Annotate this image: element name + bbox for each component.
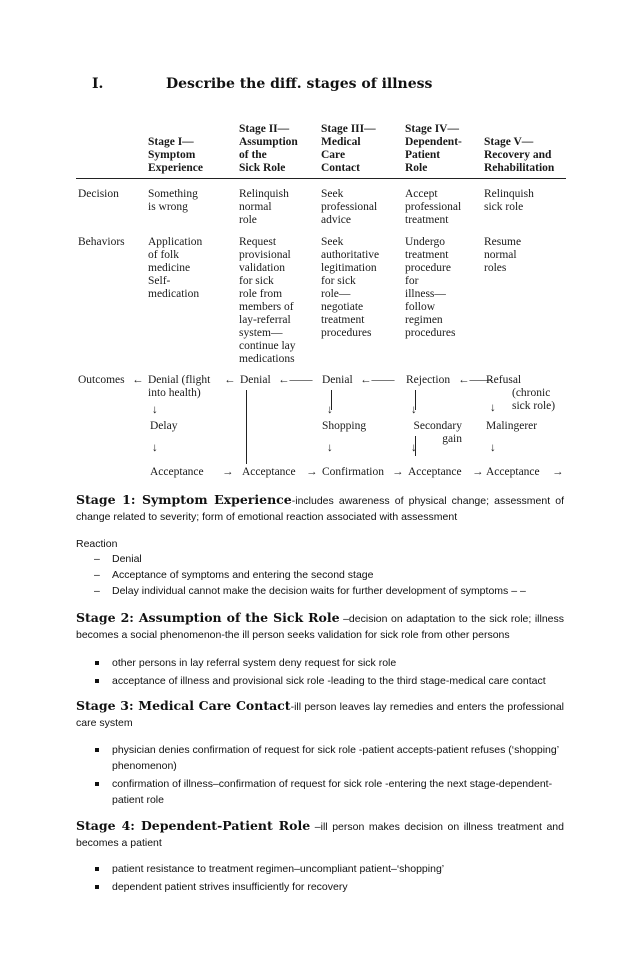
list-item: other persons in lay referral system deny request for sick role bbox=[76, 655, 564, 671]
list-item: physician denies confirmation of request for sick role -patient accepts-patient refuses (‘shopping’ phenomenon) bbox=[76, 742, 564, 774]
decision-stage-5: Relinquish sick role bbox=[484, 188, 534, 213]
refusal-note: (chronic sick role) bbox=[512, 387, 556, 412]
outcome-stage-5: Refusal bbox=[486, 374, 522, 386]
down-arrow-icon: ↓ bbox=[490, 442, 496, 454]
column-header-stage-4: Stage IV— Dependent- Patient Role bbox=[405, 123, 462, 174]
long-arrow-left-icon: ←—— bbox=[458, 374, 493, 386]
header-rule bbox=[76, 178, 566, 179]
behaviors-stage-1: Application of folk medicine Self- medication bbox=[148, 236, 203, 300]
stage-1-text: -includes awareness of physical change; assessment of change related to severity; form of emotional reaction associated with assessment bbox=[76, 495, 564, 523]
section-title: Describe the diff. stages of illness bbox=[166, 76, 433, 92]
behaviors-stage-4: Undergo treatment procedure for illness— follow regimen procedures bbox=[405, 236, 456, 339]
arrow-right-icon: → bbox=[472, 466, 484, 478]
down-arrow-icon: ↓ bbox=[411, 404, 417, 416]
row-label-outcomes: Outcomes bbox=[78, 374, 125, 386]
list-item: dependent patient strives insufficiently for recovery bbox=[76, 879, 564, 895]
down-arrow-icon: ↓ bbox=[152, 442, 158, 454]
arrow-left-icon: ← bbox=[224, 374, 236, 386]
stage-3-list bbox=[76, 742, 564, 808]
stage-2-paragraph bbox=[76, 610, 564, 643]
outcome-stage-1: Denial (flight into health) bbox=[148, 374, 211, 399]
column-header-stage-2: Stage II— Assumption of the Sick Role bbox=[239, 123, 298, 174]
down-arrow-icon: ↓ bbox=[411, 442, 417, 454]
down-arrow-icon: ↓ bbox=[490, 402, 496, 414]
decision-stage-1: Something is wrong bbox=[148, 188, 198, 213]
stage-1-list bbox=[76, 551, 564, 599]
stage-3-text: -ill person leaves lay remedies and enters the professional care system bbox=[76, 701, 564, 729]
outcome-stage-4: Rejection bbox=[406, 374, 451, 386]
column-header-stage-1: Stage I— Symptom Experience bbox=[148, 136, 203, 174]
stage-2-text: –decision on adaptation to the sick role; illness becomes a social phenomenon-the ill person seeks validation for sick role from other persons bbox=[76, 613, 565, 641]
list-item: – Denial bbox=[76, 551, 564, 567]
stage-1-title: Stage 1: Symptom Experience bbox=[76, 492, 292, 507]
stage-4-text: –ill person makes decision on illness treatment and becomes a patient bbox=[76, 821, 564, 849]
decision-stage-2: Relinquish normal role bbox=[239, 188, 289, 226]
secondary-outcome-gain: Secondary gain bbox=[413, 420, 462, 445]
stage-4-list bbox=[76, 861, 564, 895]
stage-4-paragraph bbox=[76, 818, 564, 851]
stage-2-list bbox=[76, 655, 564, 689]
long-arrow-left-icon: ←—— bbox=[360, 374, 395, 386]
secondary-outcome-malingerer: Malingerer bbox=[486, 420, 538, 432]
stage-3-paragraph bbox=[76, 698, 564, 731]
secondary-outcome-delay: Delay bbox=[150, 420, 178, 432]
arrow-right-icon: → bbox=[392, 466, 404, 478]
column-header-stage-3: Stage III— Medical Care Contact bbox=[321, 123, 376, 174]
decision-stage-4: Accept professional treatment bbox=[405, 188, 462, 226]
stage-1-paragraph bbox=[76, 492, 564, 525]
secondary-outcome-shopping: Shopping bbox=[322, 420, 367, 432]
acceptance-stage-3: Confirmation bbox=[322, 466, 384, 478]
column-header-stage-5: Stage V— Recovery and Rehabilitation bbox=[484, 136, 555, 174]
behaviors-stage-5: Resume normal roles bbox=[484, 236, 522, 274]
reaction-label: Reaction bbox=[76, 538, 118, 550]
acceptance-stage-1: Acceptance bbox=[150, 466, 204, 478]
stage-4-title: Stage 4: Dependent-Patient Role bbox=[76, 818, 311, 833]
down-arrow-icon: ↓ bbox=[152, 404, 158, 416]
decision-stage-3: Seek professional advice bbox=[321, 188, 378, 226]
arrow-left-icon: ← bbox=[132, 374, 144, 386]
acceptance-stage-4: Acceptance bbox=[408, 466, 462, 478]
stage-3-title: Stage 3: Medical Care Contact bbox=[76, 698, 291, 713]
outcome-stage-3: Denial bbox=[322, 374, 353, 386]
arrow-right-icon: → bbox=[306, 466, 318, 478]
acceptance-stage-2: Acceptance bbox=[242, 466, 296, 478]
section-heading bbox=[92, 76, 432, 92]
long-arrow-left-icon: ←—— bbox=[278, 374, 313, 386]
down-arrow-icon: ↓ bbox=[327, 404, 333, 416]
list-item: – Delay individual cannot make the decision waits for further development of symptoms – – bbox=[76, 583, 564, 599]
behaviors-stage-3: Seek authoritative legitimation for sick role— negotiate treatment procedures bbox=[321, 236, 380, 339]
list-item: – Acceptance of symptoms and entering the second stage bbox=[76, 567, 564, 583]
stage-2-title: Stage 2: Assumption of the Sick Role bbox=[76, 610, 340, 625]
behaviors-stage-2: Request provisional validation for sick role from members of lay-referral system— continue lay medications bbox=[239, 236, 296, 365]
list-item: patient resistance to treatment regimen–uncompliant patient–‘shopping’ bbox=[76, 861, 564, 877]
stages-of-illness-figure bbox=[76, 118, 566, 488]
down-arrow-icon: ↓ bbox=[327, 442, 333, 454]
row-label-decision: Decision bbox=[78, 188, 119, 200]
list-item: confirmation of illness–confirmation of request for sick role -entering the next stage-dependent-patient role bbox=[76, 776, 564, 808]
list-item: acceptance of illness and provisional sick role -leading to the third stage-medical care contact bbox=[76, 673, 564, 689]
outcome-stage-2: Denial bbox=[240, 374, 271, 386]
acceptance-stage-5: Acceptance bbox=[486, 466, 540, 478]
arrow-right-icon: → bbox=[552, 466, 564, 478]
section-number: I. bbox=[92, 76, 104, 92]
connector-line bbox=[246, 390, 247, 464]
arrow-right-icon: → bbox=[222, 466, 234, 478]
row-label-behaviors: Behaviors bbox=[78, 236, 125, 248]
